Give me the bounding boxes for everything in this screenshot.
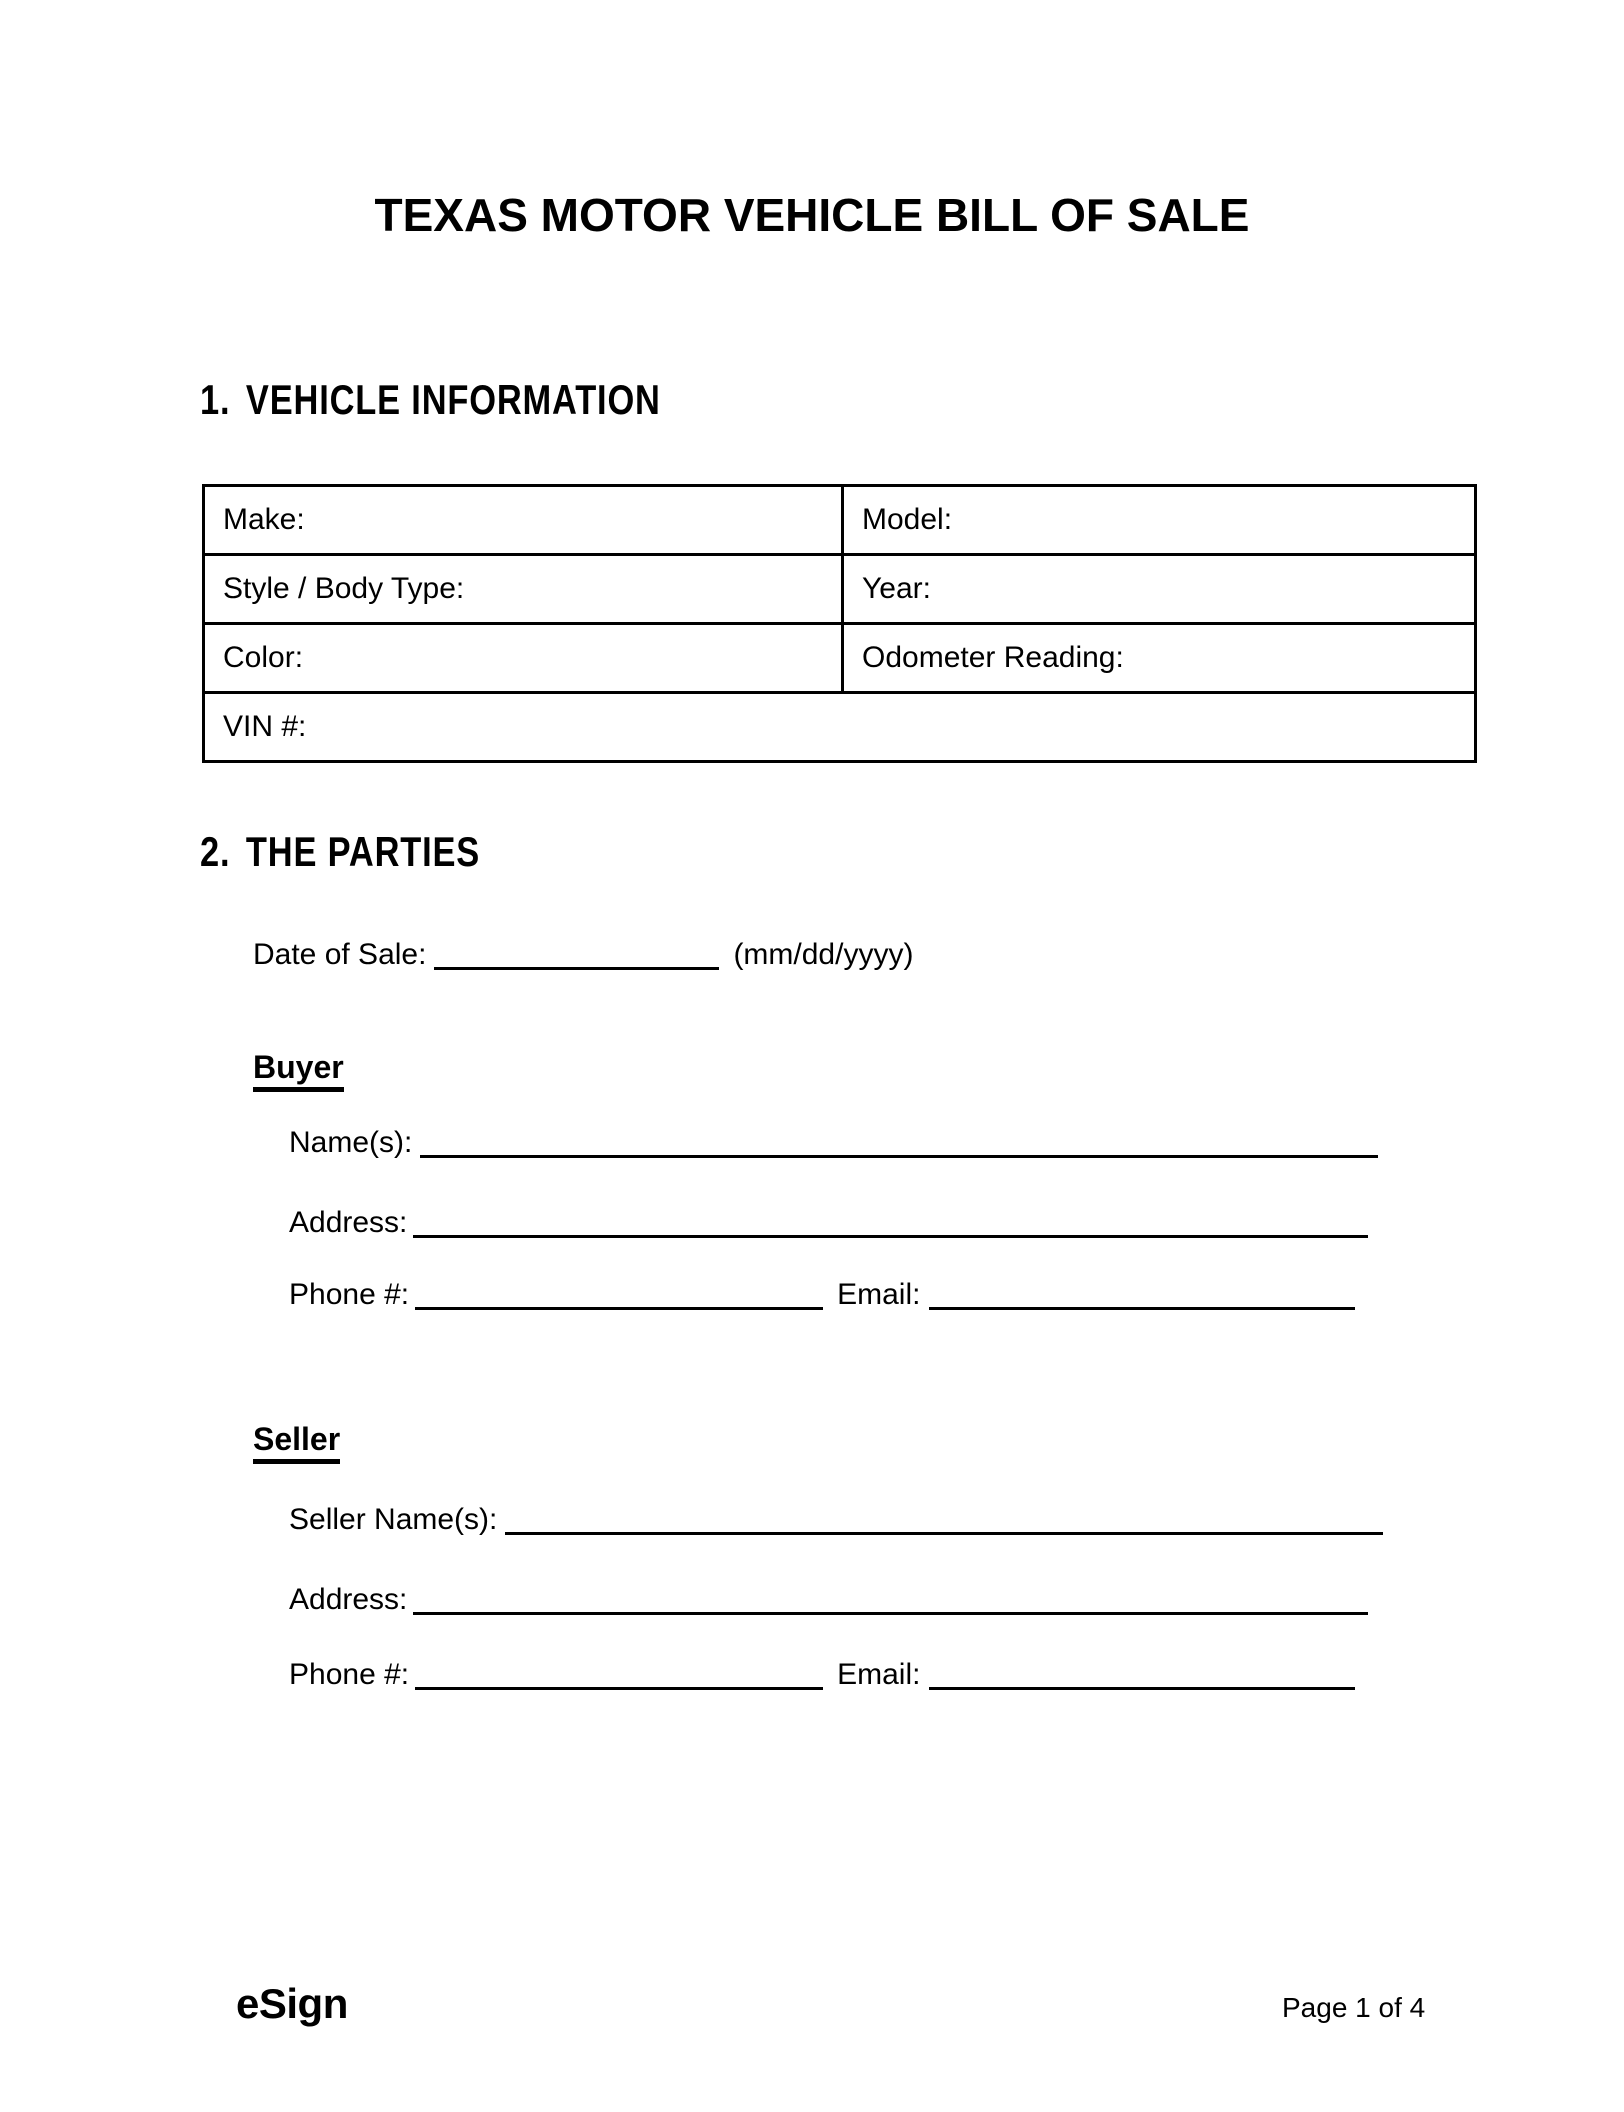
date-of-sale-row [253,940,913,970]
buyer-name-row [289,1128,1378,1158]
seller-names-input-line[interactable] [505,1532,1383,1535]
document-title: TEXAS MOTOR VEHICLE BILL OF SALE [374,189,1250,241]
buyer-address-input-line[interactable] [413,1235,1368,1238]
buyer-phone-label: Phone #: [289,1278,410,1311]
table-row [204,486,1476,555]
odometer-field[interactable] [843,624,1476,693]
section-heading-vehicle-information [200,376,661,424]
seller-address-input-line[interactable] [413,1612,1368,1615]
section-number: 2. [200,828,231,875]
model-field[interactable] [843,486,1476,555]
date-of-sale-input-line[interactable] [434,967,719,970]
vin-field[interactable] [204,693,1476,762]
buyer-address-label: Address: [289,1206,408,1239]
year-field[interactable] [843,555,1476,624]
date-format-hint: (mm/dd/yyyy) [733,938,914,971]
buyer-phone-input-line[interactable] [415,1307,823,1310]
seller-phone-label: Phone #: [289,1658,410,1691]
section-heading-the-parties [200,828,480,876]
seller-address-label: Address: [289,1583,408,1616]
page-indicator: Page 1 of 4 [1282,1992,1426,2023]
buyer-section-heading: Buyer [253,1051,344,1092]
buyer-names-input-line[interactable] [420,1155,1378,1158]
seller-phone-input-line[interactable] [415,1687,823,1690]
seller-names-label: Seller Name(s): [289,1503,498,1536]
odometer-label: Odometer Reading: [862,641,1124,674]
buyer-names-label: Name(s): [289,1126,413,1159]
color-field[interactable] [204,624,843,693]
table-row [204,624,1476,693]
buyer-address-row [289,1208,1368,1238]
make-label: Make: [223,503,305,536]
date-of-sale-label: Date of Sale: [253,938,427,971]
seller-phone-email-row [289,1660,1355,1690]
seller-name-row [289,1505,1383,1535]
seller-email-label: Email: [837,1658,921,1691]
vin-label: VIN #: [223,710,307,743]
color-label: Color: [223,641,304,674]
seller-address-row [289,1585,1368,1615]
seller-email-input-line[interactable] [929,1687,1355,1690]
vehicle-information-table [202,484,1477,763]
buyer-email-input-line[interactable] [929,1307,1355,1310]
section-label: THE PARTIES [245,828,481,875]
esign-logo: eSign [236,1980,348,2027]
buyer-phone-email-row [289,1280,1355,1310]
style-body-type-field[interactable] [204,555,843,624]
table-row [204,555,1476,624]
section-label: VEHICLE INFORMATION [245,376,661,423]
year-label: Year: [862,572,931,605]
buyer-email-label: Email: [837,1278,921,1311]
section-number: 1. [200,376,231,423]
style-body-type-label: Style / Body Type: [223,572,465,605]
seller-section-heading: Seller [253,1423,340,1464]
make-field[interactable] [204,486,843,555]
model-label: Model: [862,503,953,536]
table-row [204,693,1476,762]
